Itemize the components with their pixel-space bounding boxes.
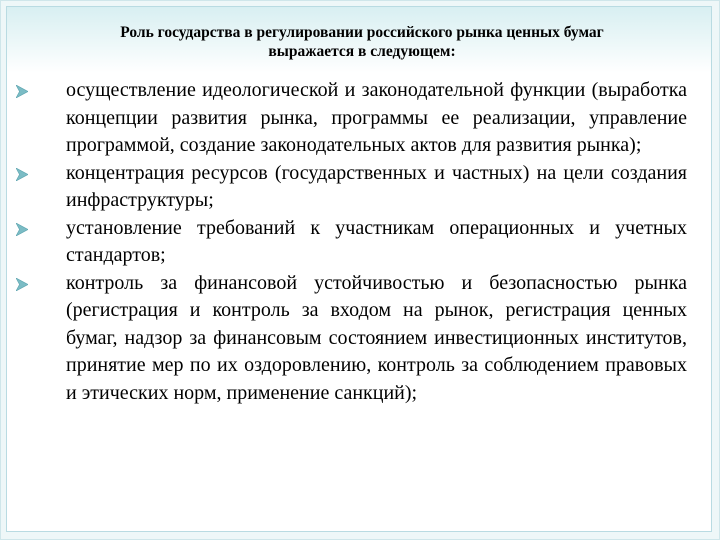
bullet-item (7, 215, 711, 270)
bullet-text: установление требований к участникам операционных и учетных стандартов; (66, 216, 687, 266)
slide-title-line-2: выражается в следующем: (268, 43, 456, 60)
arrowhead-bullet-icon (16, 85, 28, 98)
bullet-text: контроль за финансовой устойчивостью и безопасностью рынка (регистрация и контроль за входом на рынок, регистрация ценных бумаг, надзор за финансовым состоянием инвестиционных институтов, принятие мер по их оздоровлению, контроль за соблюдением правовых и этических норм, применение санкций); (66, 271, 687, 404)
slide-title-line-1: Роль государства в регулировании российского рынка ценных бумаг (120, 24, 604, 41)
bullet-item (7, 160, 711, 215)
bullet-text: осуществление идеологической и законодательной функции (выработка концепции развития рынка, программы ее реализации, управление программой, создание законодательных актов для развития рынка); (66, 79, 687, 156)
arrowhead-bullet-icon (16, 168, 28, 181)
bullet-item (7, 270, 711, 408)
slide-title (47, 23, 677, 61)
bullet-item (7, 77, 711, 160)
arrowhead-bullet-icon (16, 223, 28, 236)
bullet-list (7, 77, 711, 407)
bullet-text: концентрация ресурсов (государственных и частных) на цели создания инфраструктуры; (66, 161, 687, 211)
slide (6, 6, 712, 532)
arrowhead-bullet-icon (16, 278, 28, 291)
